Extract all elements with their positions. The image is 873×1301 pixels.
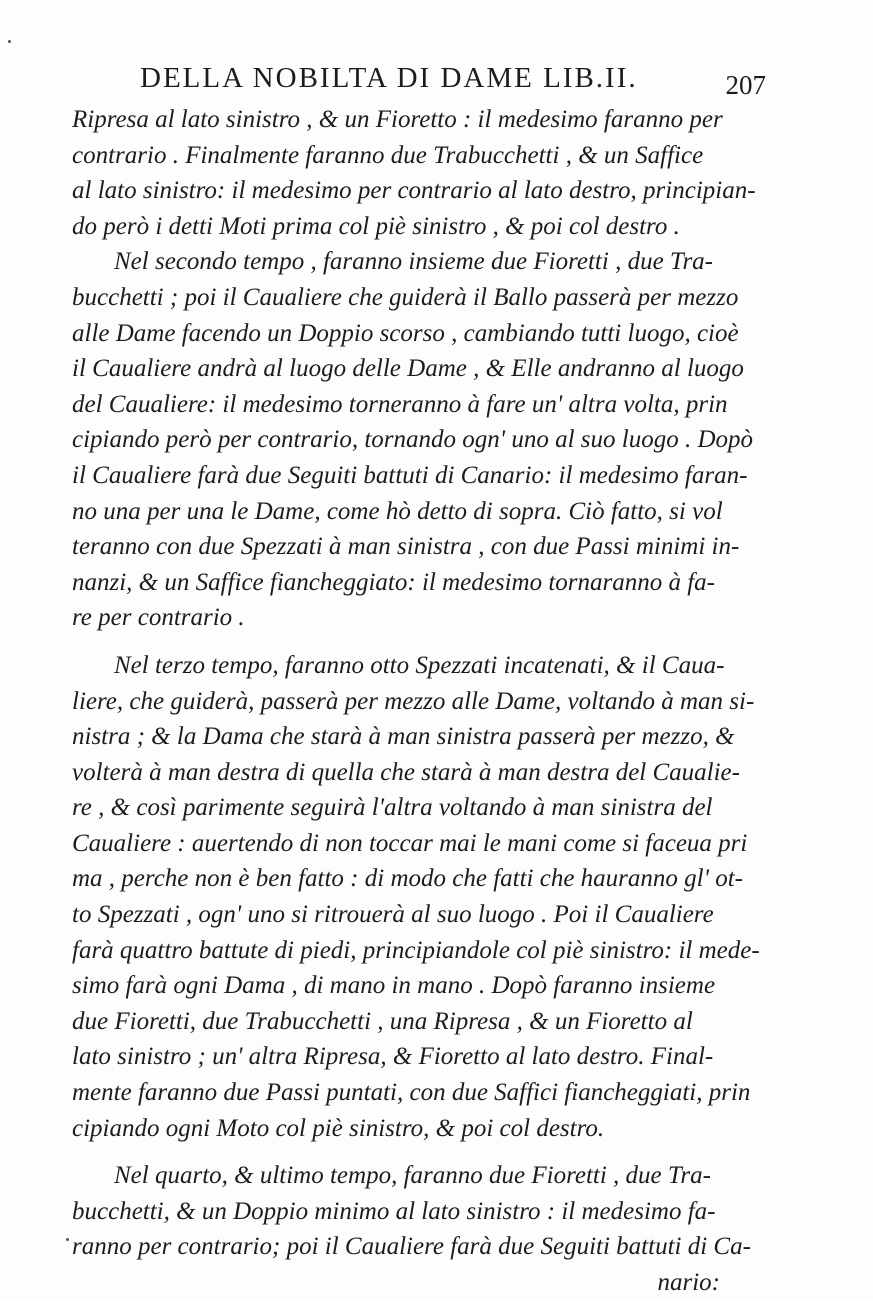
ink-speck bbox=[66, 1238, 69, 1241]
text-line: Nel quarto, & ultimo tempo, faranno due Fioretti , due Tra- bbox=[114, 1162, 711, 1190]
paragraph-1 bbox=[72, 102, 772, 244]
text-line: ma , perche non è ben fatto : di modo che fatti che hauranno gl' ot- bbox=[72, 865, 743, 893]
text-line: Caualiere : auertendo di non toccar mai le mani come si faceua pri bbox=[72, 829, 748, 857]
text-line: al lato sinistro: il medesimo per contrario al lato destro, principian- bbox=[72, 177, 756, 205]
text-line: to Spezzati , ogn' uno si ritrouerà al suo luogo . Poi il Caualiere bbox=[72, 901, 714, 929]
text-line: re , & così parimente seguirà l'altra voltando à man sinistra del bbox=[72, 794, 713, 822]
text-line: bucchetti, & un Doppio minimo al lato sinistro : il medesimo fa- bbox=[72, 1197, 716, 1225]
text-line: cipiando però per contrario, tornando ogn' uno al suo luogo . Dopò bbox=[72, 426, 754, 454]
text-line: no una per una le Dame, come hò detto di sopra. Ciò fatto, si vol bbox=[72, 497, 723, 525]
text-line: Ripresa al lato sinistro , & un Fioretto : il medesimo faranno per bbox=[72, 106, 723, 133]
page-number: 207 bbox=[725, 70, 766, 100]
text-line: nanzi, & un Saffice fiancheggiato: il medesimo tornaranno à fa- bbox=[72, 568, 715, 596]
text-line: contrario . Finalmente faranno due Trabucchetti , & un Saffice bbox=[72, 141, 704, 169]
text-line: alle Dame facendo un Doppio scorso , cambiando tutti luogo, cioè bbox=[72, 319, 739, 347]
page-header bbox=[140, 62, 780, 102]
text-line: nistra ; & la Dama che starà à man sinistra passerà per mezzo, & bbox=[72, 723, 735, 751]
paragraph-gap bbox=[72, 636, 772, 648]
text-line: re per contrario . bbox=[72, 604, 245, 632]
text-line: il Caualiere farà due Seguiti battuti di Canario: il medesimo faran- bbox=[72, 461, 748, 489]
text-line: ranno per contrario; poi il Caualiere farà due Seguiti battuti di Ca- bbox=[72, 1233, 751, 1261]
text-line: Nel terzo tempo, faranno otto Spezzati incatenati, & il Caua- bbox=[114, 651, 725, 679]
text-line: liere, che guiderà, passerà per mezzo alle Dame, voltando à man si- bbox=[72, 687, 755, 715]
text-line: mente faranno due Passi puntati, con due Saffici fiancheggiati, prin bbox=[72, 1079, 751, 1107]
paragraph-3 bbox=[72, 648, 772, 1146]
paragraph-4 bbox=[72, 1158, 772, 1265]
catchword: nario: bbox=[657, 1269, 720, 1296]
text-line: il Caualiere andrà al luogo delle Dame , & Elle andranno al luogo bbox=[72, 355, 744, 383]
text-line: do però i detti Moti prima col piè sinistro , & poi col destro . bbox=[72, 212, 680, 240]
text-line: Nel secondo tempo , faranno insieme due Fioretti , due Tra- bbox=[114, 248, 713, 276]
text-line: teranno con due Spezzati à man sinistra , con due Passi minimi in- bbox=[72, 533, 740, 561]
text-line: volterà à man destra di quella che starà à man destra del Caualie- bbox=[72, 758, 740, 786]
text-line: simo farà ogni Dama , di mano in mano . Dopò faranno insieme bbox=[72, 972, 716, 1000]
ink-speck bbox=[8, 40, 11, 43]
text-line: due Fioretti, due Trabucchetti , una Ripresa , & un Fioretto al bbox=[72, 1007, 693, 1035]
text-line: bucchetti ; poi il Caualiere che guiderà il Ballo passerà per mezzo bbox=[72, 283, 739, 311]
text-line: lato sinistro ; un' altra Ripresa, & Fioretto al lato destro. Final- bbox=[72, 1043, 714, 1071]
running-title: DELLA NOBILTA DI DAME LIB.II. bbox=[140, 62, 638, 94]
paragraph-gap bbox=[72, 1146, 772, 1158]
text-line: cipiando ogni Moto col piè sinistro, & poi col destro. bbox=[72, 1114, 605, 1142]
text-line: farà quattro battute di piedi, principiandole col piè sinistro: il mede- bbox=[72, 936, 760, 964]
body-text bbox=[72, 102, 772, 1301]
text-line: del Caualiere: il medesimo torneranno à fare un' altra volta, prin bbox=[72, 390, 728, 418]
paragraph-2 bbox=[72, 244, 772, 636]
